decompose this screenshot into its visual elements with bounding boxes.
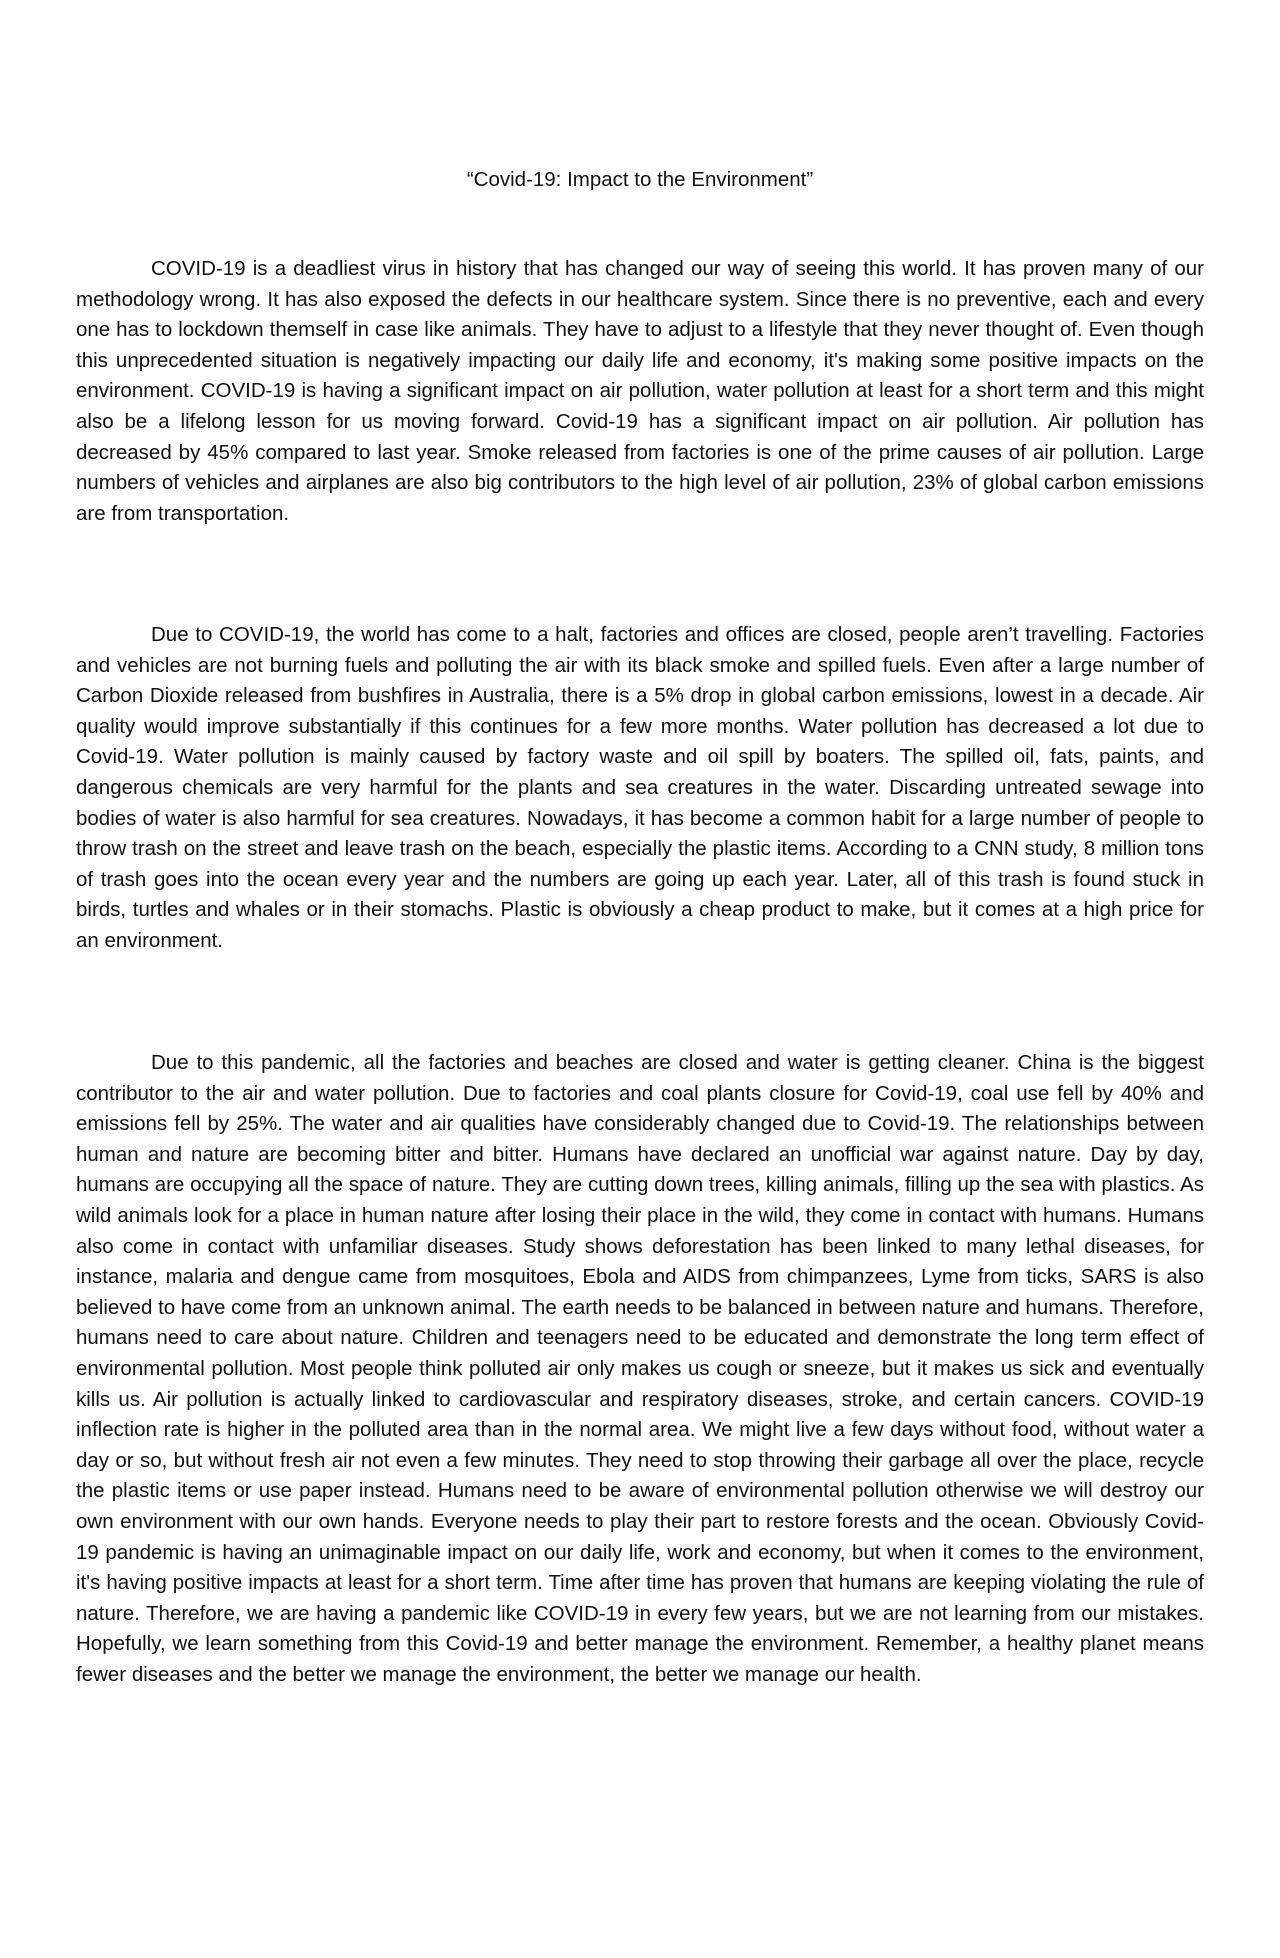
paragraph-2: Due to COVID-19, the world has come to a halt, factories and offices are closed, people aren’t travelling. Factories and vehicles are not burning fuels and polluting the air with its black smoke and spilled fuels. Even after a large number of Carbon Dioxide released from bushfires in Australia, there is a 5% drop in global carbon emissions, lowest in a decade. Air quality would improve substantially if this continues for a few more months. Water pollution has decreased a lot due to Covid-19. Water pollution is mainly caused by factory waste and oil spill by boaters. The spilled oil, fats, paints, and dangerous chemicals are very harmful for the plants and sea creatures in the water. Discarding untreated sewage into bodies of water is also harmful for sea creatures. Nowadays, it has become a common habit for a large number of people to throw trash on the street and leave trash on the beach, especially the plastic items. According to a CNN study, 8 million tons of trash goes into the ocean every year and the numbers are going up each year. Later, all of this trash is found stuck in birds, turtles and whales or in their stomachs. Plastic is obviously a cheap product to make, but it comes at a high price for an environment. [76, 623, 1204, 952]
paragraph-3: Due to this pandemic, all the factories and beaches are closed and water is getting cleaner. China is the biggest contributor to the air and water pollution. Due to factories and coal plants closure for Covid-19, coal use fell by 40% and emissions fell by 25%. The water and air qualities have considerably changed due to Covid-19. The relationships between human and nature are becoming bitter and bitter. Humans have declared an unofficial war against nature. Day by day, humans are occupying all the space of nature. They are cutting down trees, killing animals, filling up the sea with plastics. As wild animals look for a place in human nature after losing their place in the wild, they come in contact with humans. Humans also come in contact with unfamiliar diseases. Study shows deforestation has been linked to many lethal diseases, for instance, malaria and dengue came from mosquitoes, Ebola and AIDS from chimpanzees, Lyme from ticks, SARS is also believed to have come from an unknown animal. The earth needs to be balanced in between nature and humans. Therefore, humans need to care about nature. Children and teenagers need to be educated and demonstrate the long term effect of environmental pollution. Most people think polluted air only makes us cough or sneeze, but it makes us sick and eventually kills us. Air pollution is actually linked to cardiovascular and respiratory diseases, stroke, and certain cancers. COVID-19 inflection rate is higher in the polluted area than in the normal area. We might live a few days without food, without water a day or so, but without fresh air not even a few minutes. They need to stop throwing their garbage all over the place, recycle the plastic items or use paper instead. Humans need to be aware of environmental pollution otherwise we will destroy our own environment with our own hands. Everyone needs to play their part to restore forests and the ocean. Obviously Covid-19 pandemic is having an unimaginable impact on our daily life, work and economy, but when it comes to the environment, it's having positive impacts at least for a short term. Time after time has proven that humans are keeping violating the rule of nature. Therefore, we are having a pandemic like COVID-19 in every few years, but we are not learning from our mistakes. Hopefully, we learn something from this Covid-19 and better manage the environment. Remember, a healthy planet means fewer diseases and the better we manage the environment, the better we manage our health. [76, 1051, 1204, 1686]
paragraph-1: COVID-19 is a deadliest virus in history that has changed our way of seeing this world. It has proven many of our methodology wrong. It has also exposed the defects in our healthcare system. Since there is no preventive, each and every one has to lockdown themself in case like animals. They have to adjust to a lifestyle that they never thought of. Even though this unprecedented situation is negatively impacting our daily life and economy, it's making some positive impacts on the environment. COVID-19 is having a significant impact on air pollution, water pollution at least for a short term and this might also be a lifelong lesson for us moving forward. Covid-19 has a significant impact on air pollution. Air pollution has decreased by 45% compared to last year. Smoke released from factories is one of the prime causes of air pollution. Large numbers of vehicles and airplanes are also big contributors to the high level of air pollution, 23% of global carbon emissions are from transportation. [76, 257, 1204, 525]
document-title: “Covid-19: Impact to the Environment” [466, 168, 814, 191]
